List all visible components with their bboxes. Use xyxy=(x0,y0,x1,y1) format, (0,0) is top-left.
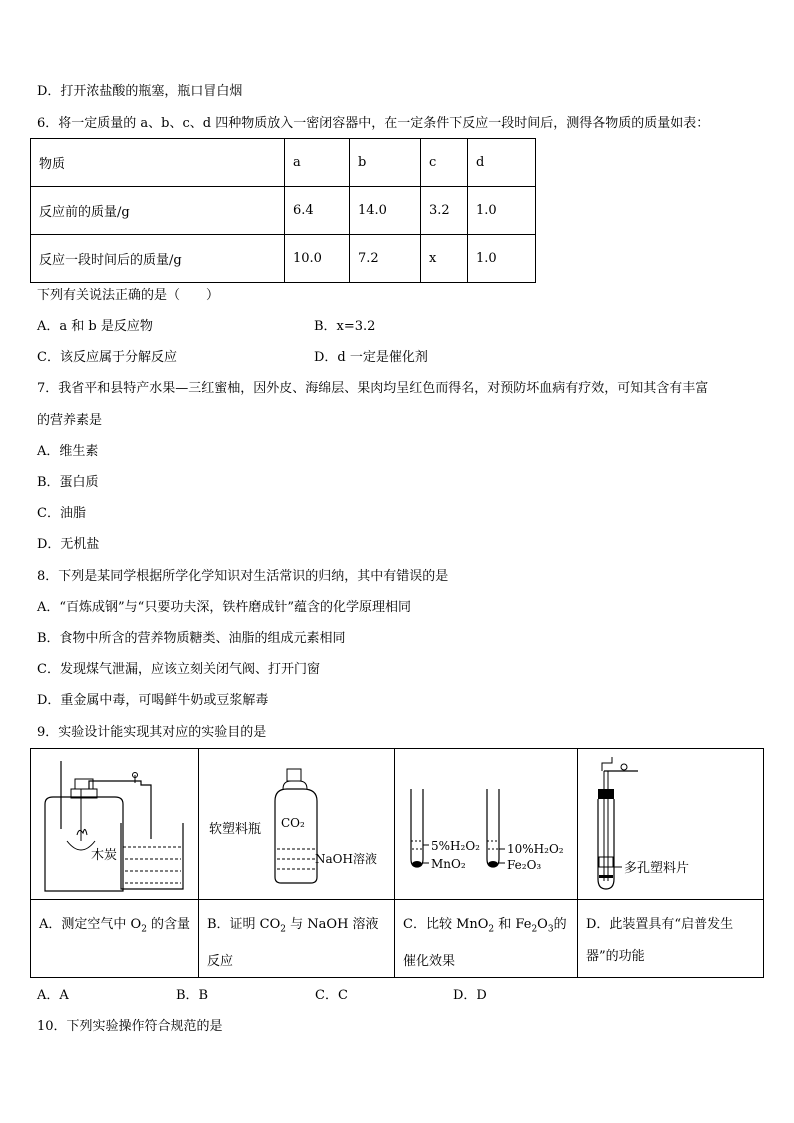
q9-figure-d xyxy=(578,749,763,899)
label-naoh: NaOH溶液 xyxy=(315,852,377,866)
table-cell: x xyxy=(421,235,468,283)
label-mno2: MnO₂ xyxy=(431,857,466,871)
label-fe2o3: Fe₂O₃ xyxy=(507,858,542,872)
q9-caption-b: B．证明 $CO_2$ 与 NaOH 溶液反应 xyxy=(207,917,379,969)
q6-option-b: B．x=3.2 xyxy=(314,319,376,334)
table-cell: 7.2 xyxy=(350,235,421,283)
q6-question: 下列有关说法正确的是（ ） xyxy=(37,288,220,303)
q6-option-d: D．d 一定是催化剂 xyxy=(314,350,428,365)
q9-figure-grid xyxy=(30,748,764,978)
label-porous-plate: 多孔塑料片 xyxy=(624,861,690,876)
table-row xyxy=(31,187,536,235)
q7-option-b: B．蛋白质 xyxy=(37,475,99,490)
table-cell: 1.0 xyxy=(468,187,536,235)
q8-option-a: A．“百炼成钢”与“只要功夫深，铁杵磨成针”蕴含的化学原理相同 xyxy=(37,600,411,615)
q7-option-c: C．油脂 xyxy=(37,506,86,521)
label-co2: CO₂ xyxy=(281,816,305,830)
q6-mass-table xyxy=(30,138,536,283)
q8-option-b: B．食物中所含的营养物质糖类、油脂的组成元素相同 xyxy=(37,631,346,646)
table-cell: 3.2 xyxy=(421,187,468,235)
q7-option-d: D．无机盐 xyxy=(37,537,100,552)
q7-stem: 7．我省平和县特产水果—三红蜜柚，因外皮、海绵层、果肉均呈红色而得名，对预防坏血病有疗效，可知其含有丰富 xyxy=(37,381,709,396)
q9-caption-c: C．比较 MnO$_2$ 和 $Fe_2O_3$的催化效果 xyxy=(403,917,567,969)
table-header-cell: b xyxy=(350,139,421,187)
label-h2o2-5: 5%H₂O₂ xyxy=(431,839,480,853)
table-cell: 1.0 xyxy=(468,235,536,283)
label-charcoal: 木炭 xyxy=(91,848,118,863)
q9-figure-b xyxy=(199,749,395,899)
q8-option-c: C．发现煤气泄漏，应该立刻关闭气阀、打开门窗 xyxy=(37,662,320,677)
q10-stem: 10．下列实验操作符合规范的是 xyxy=(37,1019,223,1034)
q9-figure-a xyxy=(31,749,199,899)
label-soft-bottle: 软塑料瓶 xyxy=(209,822,262,837)
q9-caption-d: D．此装置具有“启普发生器”的功能 xyxy=(586,917,734,964)
q8-stem: 8．下列是某同学根据所学化学知识对生活常识的归纳，其中有错误的是 xyxy=(37,569,449,584)
q9-cell-b xyxy=(199,749,395,977)
q9-caption-a: A．测定空气中 $O_2$ 的含量 xyxy=(39,917,191,935)
q9-cell-c xyxy=(395,749,578,977)
table-cell: 14.0 xyxy=(350,187,421,235)
table-header-cell: 物质 xyxy=(31,139,285,187)
q9-option-b: B．B xyxy=(176,988,209,1003)
q9-cell-a xyxy=(31,749,199,977)
q7-stem-cont: 的营养素是 xyxy=(37,413,103,428)
q6-option-a: A．a 和 b 是反应物 xyxy=(37,319,153,334)
q7-option-a: A．维生素 xyxy=(37,444,99,459)
q6-option-c: C．该反应属于分解反应 xyxy=(37,350,177,365)
table-cell: 反应一段时间后的质量/g xyxy=(31,235,285,283)
table-row xyxy=(31,139,536,187)
table-header-cell: d xyxy=(468,139,536,187)
table-cell: 反应前的质量/g xyxy=(31,187,285,235)
q9-cell-d xyxy=(578,749,763,977)
table-header-cell: a xyxy=(285,139,350,187)
q9-stem: 9．实验设计能实现其对应的实验目的是 xyxy=(37,725,267,740)
table-cell: 10.0 xyxy=(285,235,350,283)
label-h2o2-10: 10%H₂O₂ xyxy=(507,842,564,856)
table-header-cell: c xyxy=(421,139,468,187)
table-cell: 6.4 xyxy=(285,187,350,235)
q9-option-c: C．C xyxy=(315,988,348,1003)
q9-option-a: A．A xyxy=(37,988,69,1003)
q6-stem: 6．将一定质量的 a、b、c、d 四种物质放入一密闭容器中，在一定条件下反应一段时间后，测得各物质的质量如表： xyxy=(37,116,710,131)
q9-option-d: D．D xyxy=(453,988,487,1003)
q9-figure-c xyxy=(395,749,578,899)
q8-option-d: D．重金属中毒，可喝鲜牛奶或豆浆解毒 xyxy=(37,693,269,708)
q5-option-d: D．打开浓盐酸的瓶塞，瓶口冒白烟 xyxy=(37,84,243,99)
table-row xyxy=(31,235,536,283)
